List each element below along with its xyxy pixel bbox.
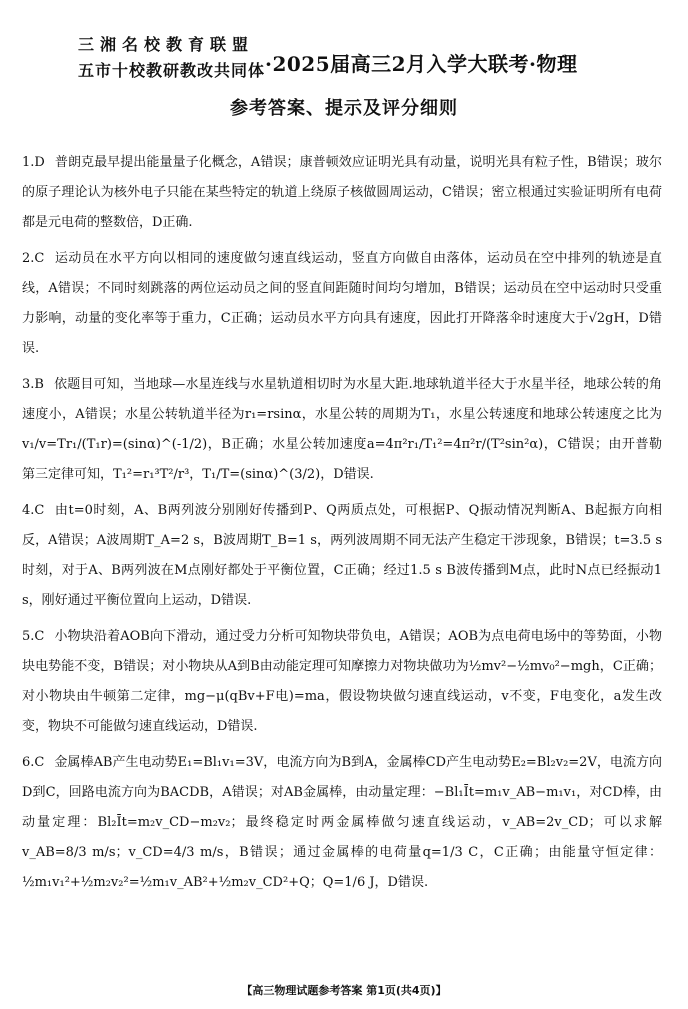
answer-list (0, 148, 688, 904)
answer-item (0, 244, 688, 364)
answer-item (0, 622, 688, 742)
answer-number: 1.D (22, 155, 45, 170)
org-line-1: 三湘名校教育联盟 (78, 35, 255, 54)
answer-text: 金属棒AB产生电动势E₁=Bl₁v₁=3V，电流方向为B到A，金属棒CD产生电动势E₂=Bl₂v₂=2V，电流方向D到C，回路电流方向为BACDB，A错误；对AB金属棒，由动量定理：−Bl₁Īt=m₁v_AB−m₁v₁，对CD棒，由动量定理：Bl₂Īt=m₂v_CD−m₂v₂；最终稳定时两金属棒做匀速直线运动，v_AB=2v_CD；可以求解v_AB=8/3 m/s；v_CD=4/3 m/s，B错误；通过金属棒的电荷量q=1/3 C，C正确；由能量守恒定律：½m₁v₁²+½m₂v₂²=½m₁v_AB²+½m₂v_CD²+Q；Q=1/6 J，D错误. (22, 755, 662, 890)
answer-item (0, 496, 688, 616)
page-subtitle: 参考答案、提示及评分细则 (230, 98, 458, 119)
answer-item (0, 748, 688, 898)
org-line-2: 五市十校教研教改共同体 (78, 61, 266, 80)
answer-number: 3.B (22, 377, 44, 392)
answer-text: 普朗克最早提出能量量子化概念，A错误；康普顿效应证明光具有动量，说明光具有粒子性，B错误；玻尔的原子理论认为核外电子只能在某些特定的轨道上绕原子核做圆周运动，C错误；密立根通过实验证明所有电荷都是元电荷的整数倍，D正确. (22, 155, 662, 230)
answer-text: 小物块沿着AOB向下滑动，通过受力分析可知物块带负电，A错误；AOB为点电荷电场中的等势面，小物块电势能不变，B错误；对小物块从A到B由动能定理可知摩擦力对物块做功为½mv²−½mv₀²−mgh，C正确；对小物块由牛顿第二定律，mg−μ(qBv+F电)=ma，假设物块做匀速直线运动，v不变，F电变化，a发生改变，物块不可能做匀速直线运动，D错误. (22, 629, 662, 734)
answer-number: 4.C (22, 503, 45, 518)
answer-item (0, 370, 688, 490)
exam-title: ·2025届高三2月入学大联考·物理 (265, 52, 578, 76)
page-footer: 【高三物理试题参考答案 第1页(共4页)】 (241, 984, 447, 997)
answer-number: 2.C (22, 251, 45, 266)
header (0, 32, 688, 92)
answer-text: 由t=0时刻，A、B两列波分别刚好传播到P、Q两质点处，可根据P、Q振动情况判断A、B起振方向相反，A错误；A波周期T_A=2 s，B波周期T_B=1 s，两列波周期不同无法产生稳定干涉现象，B错误；t=3.5 s时刻，对于A、B两列波在M点刚好都处于平衡位置，C正确；经过1.5 s B波传播到M点，此时N点已经振动1 s，刚好通过平衡位置向上运动，D错误. (22, 503, 662, 608)
answer-text: 依题目可知，当地球—水星连线与水星轨道相切时为水星大距.地球轨道半径大于水星半径，地球公转的角速度小，A错误；水星公转轨道半径为r₁=rsinα，水星公转的周期为T₁，水星公转速度和地球公转速度之比为v₁/v=Tr₁/(T₁r)=(sinα)^(-1/2)，B正确；水星公转加速度a=4π²r₁/T₁²=4π²r/(T²sin²α)，C错误；由开普勒第三定律可知，T₁²=r₁³T²/r³，T₁/T=(sinα)^(3/2)，D错误. (22, 377, 662, 482)
answer-number: 5.C (22, 629, 45, 644)
answer-item (0, 148, 688, 238)
answer-number: 6.C (22, 755, 45, 770)
answer-text: 运动员在水平方向以相同的速度做匀速直线运动，竖直方向做自由落体，运动员在空中排列的轨迹是直线，A错误；不同时刻跳落的两位运动员之间的竖直间距随时间均匀增加，B错误；运动员在空中运动时只受重力影响，动量的变化率等于重力，C正确；运动员水平方向具有速度，因此打开降落伞时速度大于√2gH，D错误. (22, 251, 662, 356)
